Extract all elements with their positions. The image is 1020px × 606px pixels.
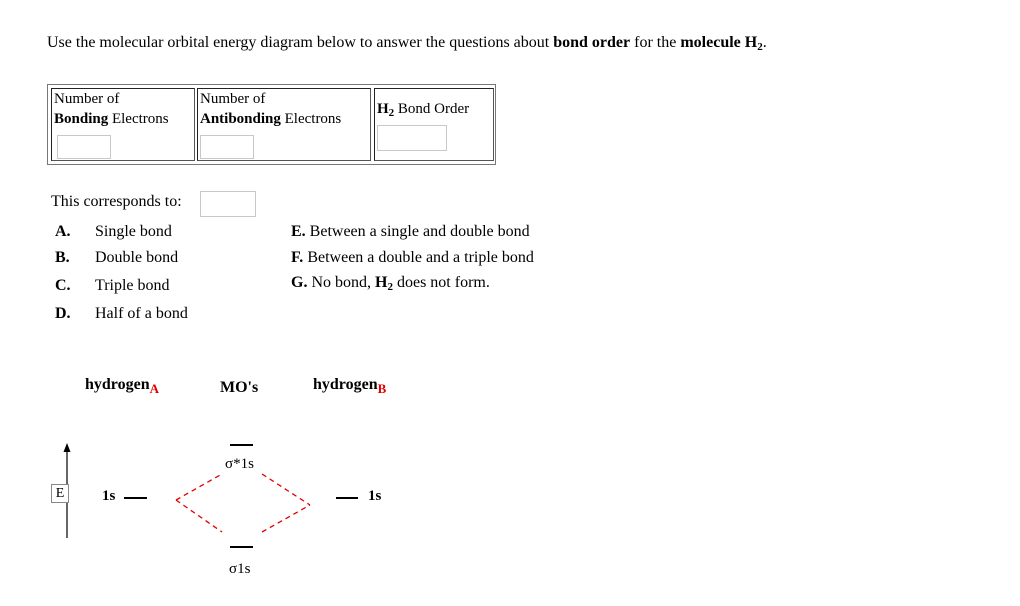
energy-axis-label: E: [51, 484, 69, 503]
hydrogen-b-label: hydrogen$_B$: [313, 376, 387, 396]
right-to-bonding-line: [262, 505, 310, 532]
bonding-header-line1: Number of: [54, 91, 120, 107]
left-1s-label: 1s: [102, 488, 116, 504]
antibonding-mo-label: σ*1s: [225, 456, 254, 472]
choice-e: E. Between a single and double bond: [291, 223, 530, 240]
choice-a: A. Single bond: [55, 223, 172, 240]
bonding-mo-label: σ1s: [229, 561, 251, 577]
choice-d: D. Half of a bond: [55, 305, 188, 322]
corresponds-label: This corresponds to:: [51, 193, 182, 210]
choice-f: F. Between a double and a triple bond: [291, 249, 534, 266]
choice-b: B. Double bond: [55, 249, 179, 266]
mos-label: MO's: [220, 379, 259, 396]
question-prompt: Use the molecular orbital energy diagram below to answer the questions about bond order for the molecule H2.: [47, 34, 767, 53]
choice-c: C. Triple bond: [55, 277, 170, 294]
hydrogen-a-label: hydrogen$_A$: [85, 376, 159, 396]
antibonding-header-line2: Antibonding Electrons: [200, 111, 342, 127]
bonding-header-line2: Bonding Electrons: [54, 111, 169, 127]
right-to-antibonding-line: [262, 474, 310, 505]
left-to-bonding-line: [176, 500, 222, 532]
antibonding-header-line1: Number of: [200, 91, 266, 107]
right-1s-label: 1s: [368, 488, 382, 504]
left-to-antibonding-line: [176, 474, 222, 500]
bond-order-header: $H_2$ Bond Order: [377, 101, 470, 119]
choice-g: G. No bond, H2 does not form.: [291, 274, 490, 293]
